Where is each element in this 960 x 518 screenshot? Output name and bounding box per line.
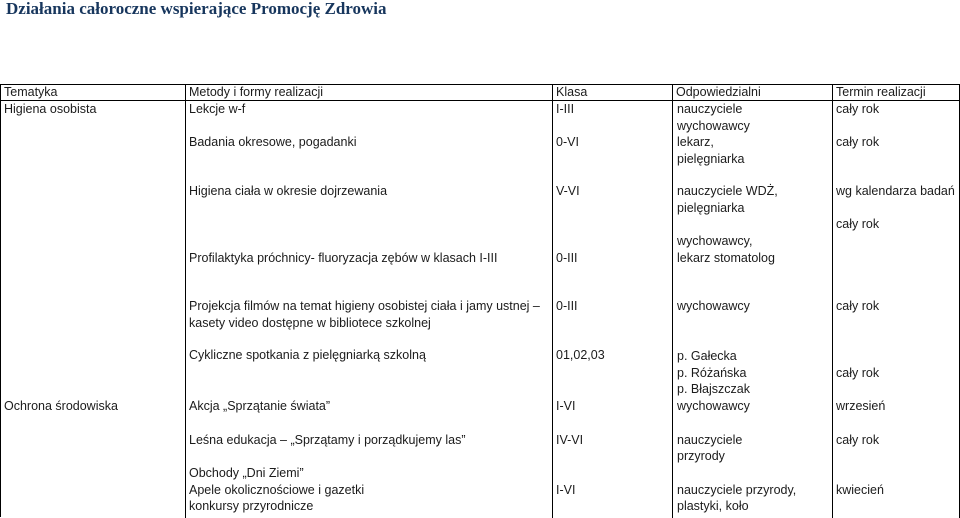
responsible-cell: wychowawcy [677,119,750,133]
deadline-cell: cały rok [836,135,880,149]
activities-table [0,84,960,517]
class-cell: 01,02,03 [556,348,605,362]
method-cell: Akcja „Sprzątanie świata” [189,399,331,413]
responsible-cell: lekarz, [677,135,714,149]
class-cell: V-VI [556,184,580,198]
method-cell: Lekcje w-f [189,102,246,116]
method-cell: Leśna edukacja – „Sprzątamy i porządkujemy las” [189,433,466,447]
responsible-cell: wychowawcy, [677,234,753,248]
method-cell: Cykliczne spotkania z pielęgniarką szkolną [189,348,426,362]
deadline-cell: cały rok [836,217,880,231]
method-cell: kasety video dostępne w bibliotece szkolnej [189,316,431,330]
class-cell: I-III [556,102,575,116]
deadline-cell: cały rok [836,433,880,447]
deadline-cell: cały rok [836,299,880,313]
table-divider [552,85,553,518]
deadline-cell: wrzesień [836,399,886,413]
class-cell: IV-VI [556,433,584,447]
responsible-cell: nauczyciele [677,433,743,447]
method-cell: Obchody „Dni Ziemi” [189,466,304,480]
table-divider [672,85,673,518]
deadline-cell: cały rok [836,102,880,116]
responsible-cell: p. Gałecka [677,349,737,363]
header-methods: Metody i formy realizacji [189,85,324,99]
method-cell: Apele okolicznościowe i gazetki [189,483,365,497]
class-cell: I-VI [556,399,576,413]
responsible-cell: pielęgniarka [677,201,745,215]
method-cell: Profilaktyka próchnicy- fluoryzacja zębów w klasach I-III [189,251,498,265]
class-cell: I-VI [556,483,576,497]
method-cell: Badania okresowe, pogadanki [189,135,357,149]
header-topic: Tematyka [4,85,58,99]
responsible-cell: pielęgniarka [677,152,745,166]
topic-cell: Higiena osobista [4,102,97,116]
method-cell: Projekcja filmów na temat higieny osobistej ciała i jamy ustnej – [189,299,540,313]
topic-cell: Ochrona środowiska [4,399,118,413]
responsible-cell: p. Błajszczak [677,382,750,396]
deadline-cell: wg kalendarza badań [836,184,955,198]
responsible-cell: lekarz stomatolog [677,251,775,265]
responsible-cell: nauczyciele [677,102,743,116]
responsible-cell: plastyki, koło [677,499,749,513]
table-divider [185,85,186,518]
page-title: Działania całoroczne wspierające Promocję Zdrowia [6,0,387,18]
header-class: Klasa [556,85,588,99]
deadline-cell: kwiecień [836,483,884,497]
responsible-cell: wychowawcy [677,299,750,313]
table-divider [1,100,960,101]
method-cell: konkursy przyrodnicze [189,499,314,513]
class-cell: 0-III [556,251,578,265]
header-deadline: Termin realizacji [836,85,926,99]
responsible-cell: przyrody [677,449,725,463]
method-cell: Higiena ciała w okresie dojrzewania [189,184,388,198]
deadline-cell: cały rok [836,366,880,380]
table-divider [832,85,833,518]
responsible-cell: nauczyciele przyrody, [677,483,797,497]
responsible-cell: p. Różańska [677,366,747,380]
header-responsible: Odpowiedzialni [676,85,761,99]
responsible-cell: nauczyciele WDŻ, [677,184,778,198]
class-cell: 0-VI [556,135,579,149]
responsible-cell: wychowawcy [677,399,750,413]
class-cell: 0-III [556,299,578,313]
